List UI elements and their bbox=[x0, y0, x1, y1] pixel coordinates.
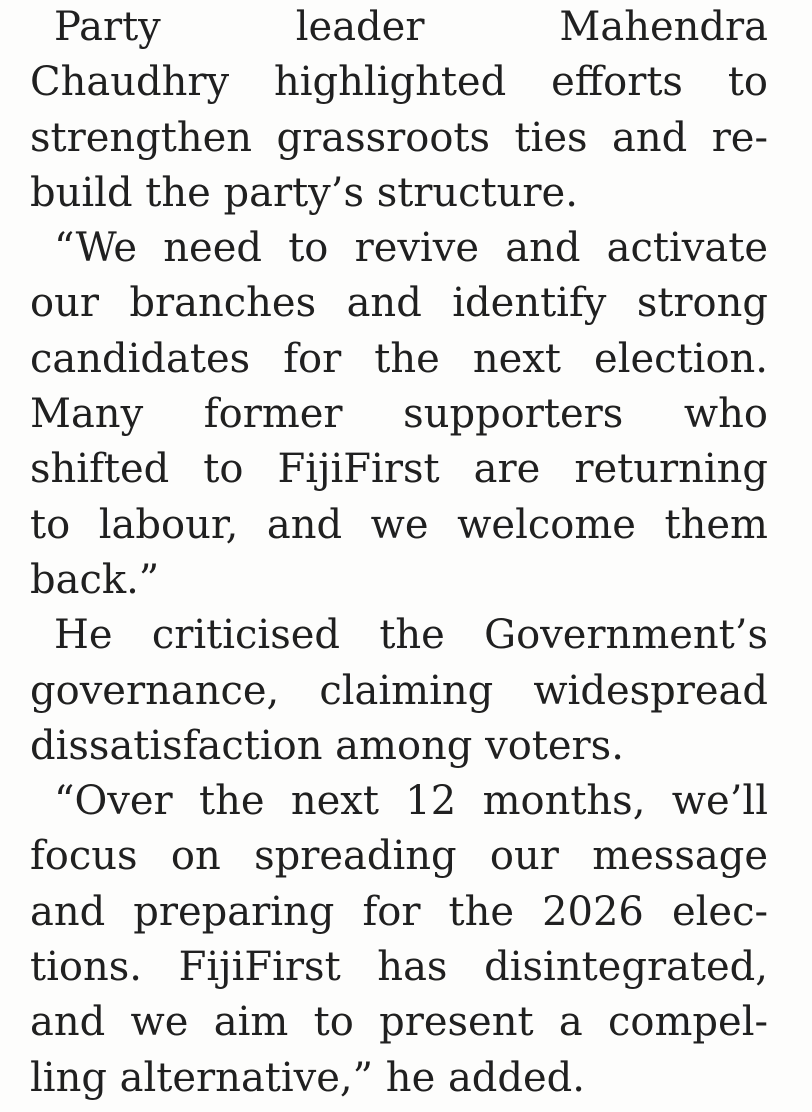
paragraph-line: to labour, and we welcome them bbox=[30, 501, 768, 548]
paragraph-line: governance, claiming widespread bbox=[30, 667, 768, 714]
paragraph-line: “We need to revive and activate bbox=[54, 225, 768, 272]
paragraph-line: and we aim to present a compel- bbox=[30, 999, 768, 1046]
paragraph-line: Party leader Mahendra bbox=[54, 4, 768, 50]
paragraph-line: focus on spreading our message bbox=[30, 833, 768, 880]
paragraph-line: “Over the next 12 months, we’ll bbox=[54, 778, 768, 825]
paragraph-line: back.” bbox=[30, 556, 160, 603]
paragraph-3 bbox=[30, 608, 768, 774]
paragraph-line: candidates for the next election. bbox=[30, 335, 768, 382]
paragraph-2 bbox=[30, 221, 768, 608]
paragraph-line: Many former supporters who bbox=[30, 391, 768, 438]
paragraph-line: Chaudhry highlighted efforts to bbox=[30, 59, 768, 106]
paragraph-4 bbox=[30, 774, 768, 1106]
article-body bbox=[30, 0, 768, 1106]
paragraph-line: our branches and identify strong bbox=[30, 280, 768, 327]
paragraph-line: and preparing for the 2026 elec- bbox=[30, 888, 768, 935]
paragraph-line: dissatisfaction among voters. bbox=[30, 722, 624, 769]
paragraph-line: strengthen grassroots ties and re- bbox=[30, 114, 768, 161]
paragraph-line: build the party’s structure. bbox=[30, 169, 578, 216]
paragraph-1 bbox=[30, 0, 768, 221]
paragraph-line: He criticised the Government’s bbox=[54, 612, 768, 659]
paragraph-line: ling alternative,” he added. bbox=[30, 1054, 585, 1101]
paragraph-line: tions. FijiFirst has disintegrated, bbox=[30, 944, 768, 991]
paragraph-line: shifted to FijiFirst are returning bbox=[30, 446, 768, 493]
